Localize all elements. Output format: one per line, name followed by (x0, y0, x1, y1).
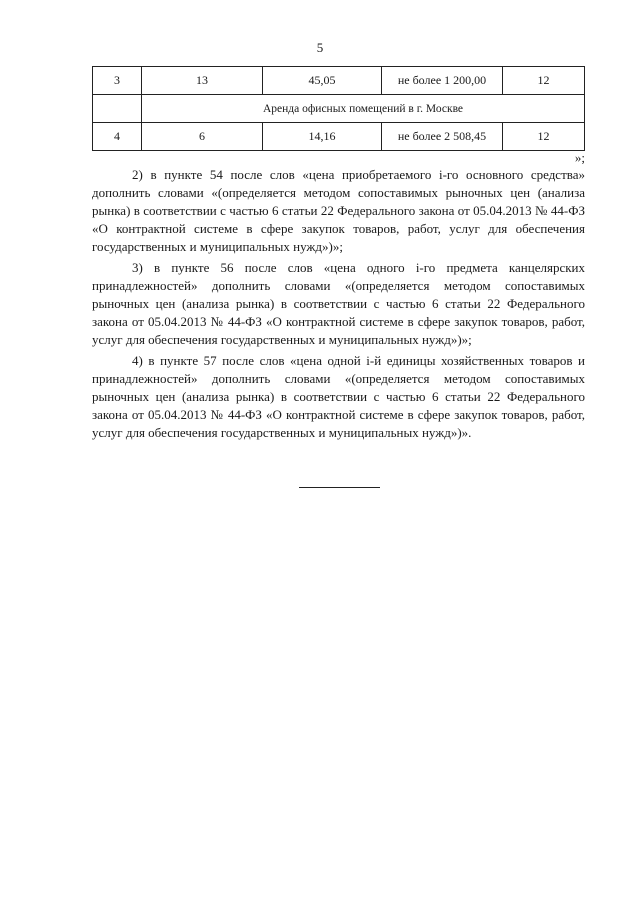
page-number: 5 (316, 40, 324, 55)
table-cell: 4 (93, 123, 142, 151)
table-row (93, 123, 585, 151)
table-section-heading: Аренда офисных помещений в г. Москве (142, 95, 585, 123)
end-divider (299, 487, 380, 488)
table-cell: 13 (142, 67, 263, 95)
table-cell: 6 (142, 123, 263, 151)
table-cell: 14,16 (263, 123, 382, 151)
table-cell: 12 (503, 67, 585, 95)
pricing-table (92, 66, 585, 151)
table-cell-empty (93, 95, 142, 123)
table-cell: 3 (93, 67, 142, 95)
amendment-text (92, 166, 585, 445)
table-cell: 45,05 (263, 67, 382, 95)
paragraph-item-4: 4) в пункте 57 после слов «цена одной i-й единицы хозяйственных товаров и принадлежностей» дополнить словами «(определяется методом сопоставимых рыночных цен (анализа рынка) в соответствии с частью 6 статьи 22 Федерального закона от 05.04.2013 № 44-ФЗ «О контрактной системе в сфере закупок товаров, работ, услуг для обеспечения государственных и муниципальных нужд»)». (92, 353, 585, 440)
table-row (93, 67, 585, 95)
table-cell: не более 2 508,45 (382, 123, 503, 151)
table-section-row (93, 95, 585, 123)
closing-quote: »; (574, 150, 585, 165)
table-cell: не более 1 200,00 (382, 67, 503, 95)
table-cell: 12 (503, 123, 585, 151)
paragraph-item-3: 3) в пункте 56 после слов «цена одного i-го предмета канцелярских принадлежностей» дополнить словами «(определяется методом сопоставимых рыночных цен (анализа рынка) в соответствии с частью 6 статьи 22 Федерального закона от 05.04.2013 № 44-ФЗ «О контрактной системе в сфере закупок товаров, работ, услуг для обеспечения государственных и муниципальных нужд»)»; (92, 260, 585, 347)
paragraph-item-2: 2) в пункте 54 после слов «цена приобретаемого i-го основного средства» дополнить словами «(определяется методом сопоставимых рыночных цен (анализа рынка) в соответствии с частью 6 статьи 22 Федерального закона от 05.04.2013 № 44-ФЗ «О контрактной системе в сфере закупок товаров, работ, услуг для обеспечения государственных и муниципальных нужд»)»; (92, 167, 585, 254)
